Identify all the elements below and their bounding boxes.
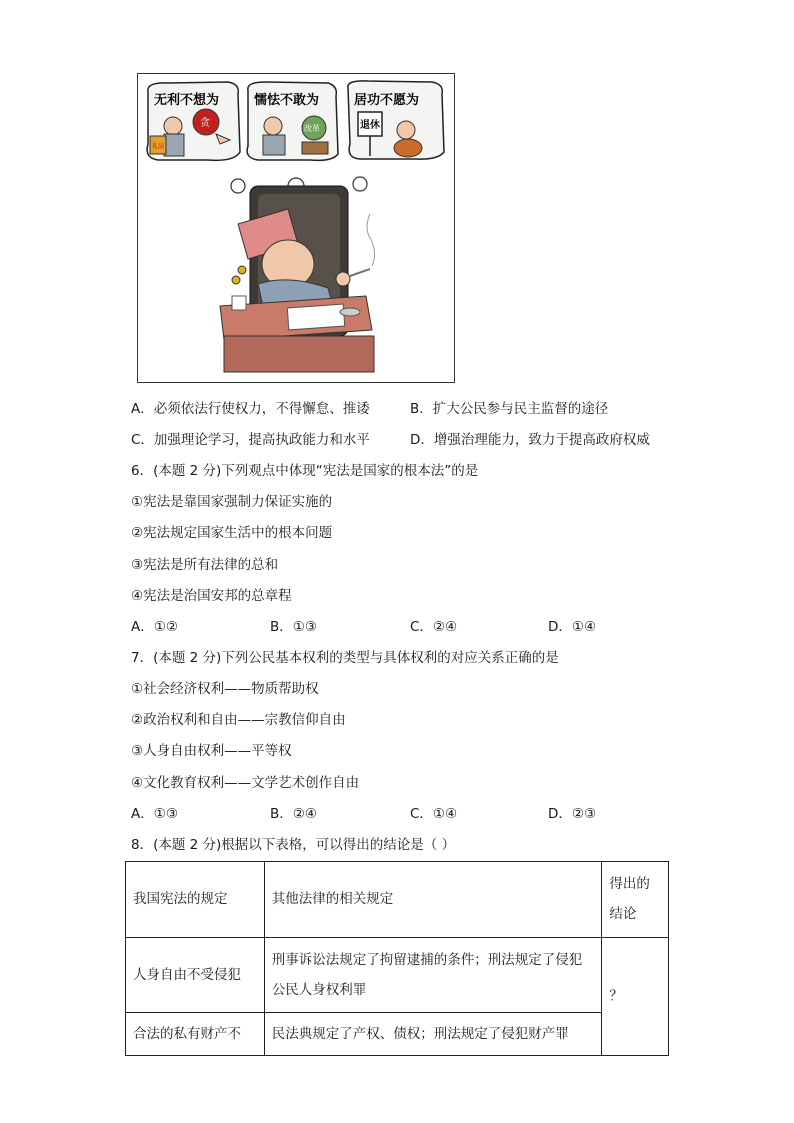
q7-option-a[interactable]: A．①③ bbox=[131, 806, 178, 822]
cartoon-drawing bbox=[138, 74, 454, 382]
panel-1-title: 无利不想为 bbox=[154, 93, 220, 108]
q7-stem: 7．(本题 2 分)下列公民基本权利的类型与具体权利的对应关系正确的是 bbox=[131, 650, 559, 666]
table-row bbox=[126, 1013, 669, 1056]
q7-item-1: ①社会经济权利——物质帮助权 bbox=[131, 681, 319, 697]
q6-option-a[interactable]: A．①② bbox=[131, 619, 178, 635]
row-2-constitution: 合法的私有财产不 bbox=[126, 1013, 265, 1056]
q6-item-2: ②宪法规定国家生活中的根本问题 bbox=[131, 525, 333, 541]
row-1-other-laws: 刑事诉讼法规定了拘留逮捕的条件；刑法规定了侵犯公民人身权利罪 bbox=[264, 937, 602, 1013]
panel-1 bbox=[147, 82, 240, 160]
q6-option-d[interactable]: D．①④ bbox=[548, 619, 597, 635]
q6-item-4: ④宪法是治国安邦的总章程 bbox=[131, 588, 292, 604]
q5-option-b[interactable]: B．扩大公民参与民主监督的途径 bbox=[410, 401, 609, 417]
q6-option-c[interactable]: C．②④ bbox=[410, 619, 458, 635]
table-row bbox=[126, 937, 669, 1013]
header-constitution: 我国宪法的规定 bbox=[126, 862, 265, 938]
table-header-row bbox=[126, 862, 669, 938]
reform-ball-label: 改革 bbox=[304, 124, 320, 133]
panel-2 bbox=[247, 82, 338, 160]
q6-option-b[interactable]: B．①③ bbox=[270, 619, 317, 635]
row-2-other-laws: 民法典规定了产权、债权；刑法规定了侵犯财产罪 bbox=[264, 1013, 602, 1056]
q5-option-c[interactable]: C．加强理论学习，提高执政能力和水平 bbox=[131, 432, 370, 448]
q5-option-d[interactable]: D．增强治理能力，致力于提高政府权威 bbox=[410, 432, 650, 448]
panel-3 bbox=[348, 81, 444, 159]
conclusion-cell: ？ bbox=[602, 937, 669, 1055]
q5-option-a[interactable]: A．必须依法行使权力，不得懈怠、推诿 bbox=[131, 401, 370, 417]
retire-sign: 退休 bbox=[360, 120, 380, 131]
q7-item-4: ④文化教育权利——文学艺术创作自由 bbox=[131, 775, 360, 791]
q6-stem: 6．(本题 2 分)下列观点中体现“宪法是国家的根本法”的是 bbox=[131, 463, 479, 479]
q8-table bbox=[125, 861, 669, 1056]
panel-2-title: 懦怯不敢为 bbox=[254, 93, 320, 108]
q7-item-2: ②政治权利和自由——宗教信仰自由 bbox=[131, 712, 346, 728]
badge-label: 贪 bbox=[200, 118, 210, 129]
q7-option-c[interactable]: C．①④ bbox=[410, 806, 458, 822]
q6-item-1: ①宪法是靠国家强制力保证实施的 bbox=[131, 494, 333, 510]
panel-3-title: 居功不愿为 bbox=[354, 93, 420, 108]
header-other-laws: 其他法律的相关规定 bbox=[264, 862, 602, 938]
gift-box-label: 礼品 bbox=[152, 143, 165, 150]
q7-item-3: ③人身自由权利——平等权 bbox=[131, 743, 292, 759]
desk bbox=[220, 296, 374, 372]
header-conclusion: 得出的结论 bbox=[602, 862, 669, 938]
q8-stem: 8．(本题 2 分)根据以下表格，可以得出的结论是（ ） bbox=[131, 837, 456, 853]
q7-option-d[interactable]: D．②③ bbox=[548, 806, 597, 822]
q6-item-3: ③宪法是所有法律的总和 bbox=[131, 557, 279, 573]
q7-option-b[interactable]: B．②④ bbox=[270, 806, 317, 822]
cartoon-illustration bbox=[137, 73, 455, 383]
row-1-constitution: 人身自由不受侵犯 bbox=[126, 937, 265, 1013]
